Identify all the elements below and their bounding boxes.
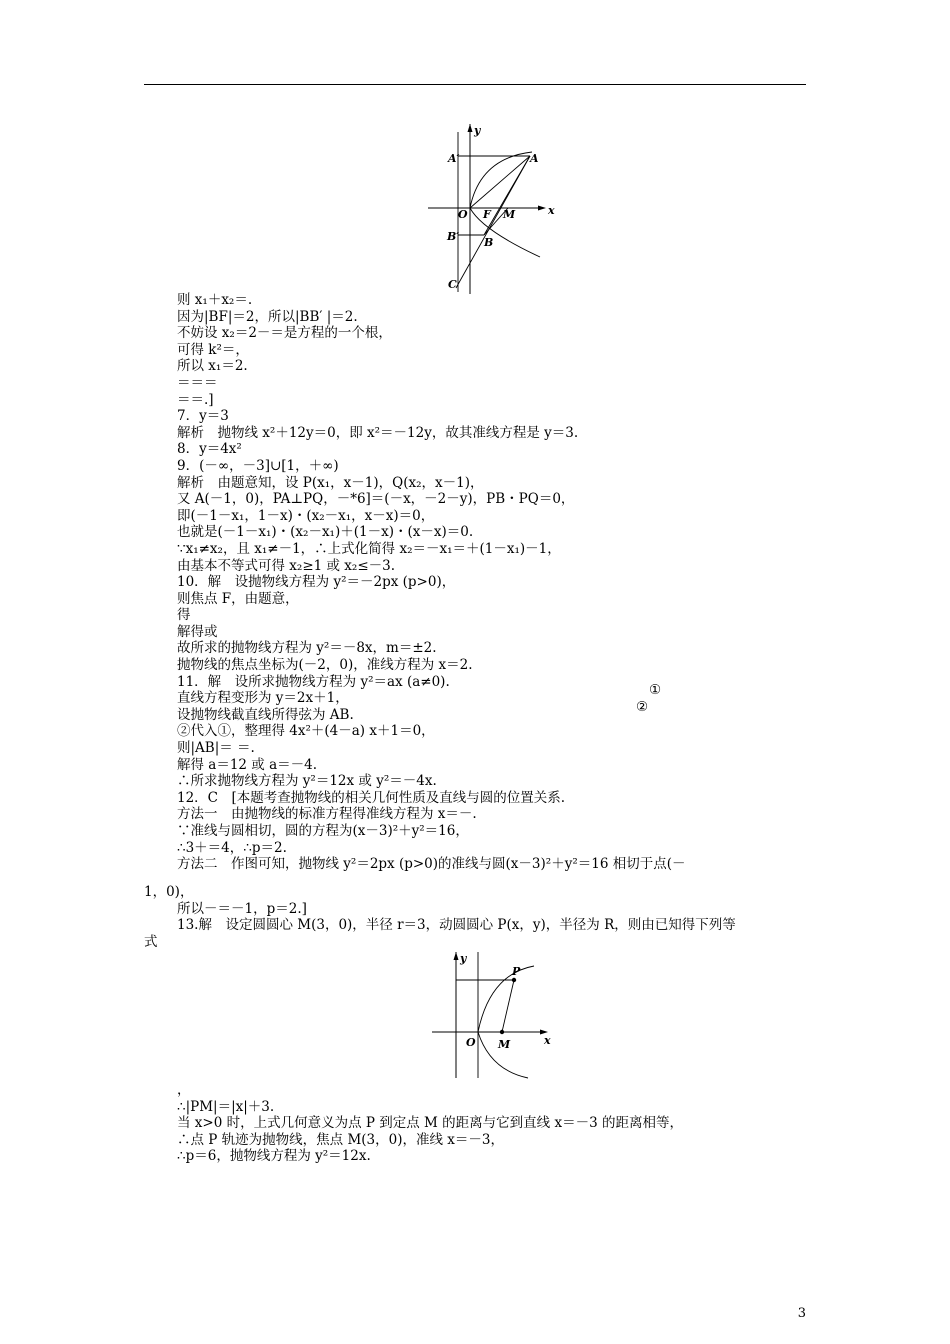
fig1-label-b: B [484,236,494,249]
text-line: ， [177,1082,191,1098]
segment-pm [502,980,514,1032]
text-line: ＝＝＝ [177,374,218,391]
text-line: 故所求的抛物线方程为 y²＝－8x，m＝±2. [177,640,437,657]
text-line: 8．y＝4x² [177,441,242,458]
solution-text [177,292,817,873]
fig1-label-x: x [548,204,555,217]
equation-marker-1: ① [649,682,662,698]
page-number: 3 [797,1306,806,1321]
text-line: ∴点 P 轨迹为抛物线，焦点 M(3，0)，准线 x＝－3， [177,1131,504,1148]
text-line: 又 A(－1，0)，PA⊥PQ，－*6]＝(－x，－2－y)，PB・PQ＝0， [177,491,575,508]
text-line: 7．y＝3 [177,408,229,425]
text-line: 直线方程变形为 y＝2x＋1， [177,690,349,707]
fig2-label-o: O [466,1036,476,1049]
text-line: 可得 k²＝， [177,341,249,358]
fig2-label-p: P [512,965,521,978]
text-line: 11．解 设所求抛物线方程为 y²＝ax (a≠0). [177,673,450,690]
text-line: 设抛物线截直线所得弦为 AB. [177,706,354,723]
fig1-label-y: y [474,124,481,137]
text-line: 也就是(－1－x₁)・(x₂－x₁)＋(1－x)・(x－x)＝0. [177,524,474,541]
fig2-label-m: M [498,1038,511,1051]
text-line: 方法一 由抛物线的标准方程得准线方程为 x＝－. [177,806,477,823]
text-line: ∴所求抛物线方程为 y²＝12x 或 y²＝－4x. [177,773,437,790]
text-line: ∵准线与圆相切，圆的方程为(x－3)²＋y²＝16， [177,823,469,839]
text-line: 解析 由题意知，设 P(x₁，x－1)，Q(x₂，x－1)， [177,474,484,491]
text-line: 由基本不等式可得 x₂≥1 或 x₂≤－3. [177,557,396,574]
parabola-figure-1 [420,122,560,294]
text-line: ∴3＋＝4，∴p＝2. [177,839,287,856]
text-line: ②代入①，整理得 4x²＋(4－a) x＋1＝0， [177,723,435,740]
fig1-label-m: M [503,208,516,221]
parabola-curve [478,966,534,1078]
header-rule [144,84,806,85]
text-line: 12．C [本题考查抛物线的相关几何性质及直线与圆的位置关系. [177,789,566,806]
text-line: 解析 抛物线 x²＋12y＝0，即 x²＝－12y，故其准线方程是 y＝3. [177,424,579,441]
text-line: 则焦点 F，由题意， [177,590,299,607]
parabola-figure-2 [428,950,558,1080]
fig1-label-a-prime: A′ [448,152,460,165]
equation-marker-2: ② [636,699,649,715]
text-line: ∴|PM|＝|x|＋3. [177,1098,275,1115]
text-line: 得 [177,607,191,624]
text-line: 当 x>0 时，上式几何意义为点 P 到定点 M 的距离与它到直线 x＝－3 的距离相等， [177,1115,683,1132]
text-line: ∴p＝6，抛物线方程为 y²＝12x. [177,1148,371,1165]
solution-text-2 [177,1082,817,1165]
text-line: ＝＝.] [177,391,214,408]
text-line: 9．(－∞，－3]∪[1，＋∞) [177,457,339,474]
fig2-label-x: x [544,1034,551,1047]
q13-wrap: 式 [144,933,158,950]
fig1-label-c: C [448,278,457,291]
text-line: 解得或 [177,623,218,640]
text-line: 方法二 作图可知，抛物线 y²＝2px (p>0)的准线与圆(x－3)²＋y²＝16 相切于点(－ [177,856,686,873]
text-line: 则|AB|＝ ＝. [177,740,255,757]
text-line: 10．解 设抛物线方程为 y²＝－2px (p>0)， [177,574,456,591]
text-line: 抛物线的焦点坐标为(－2，0)，准线方程为 x＝2. [177,657,473,674]
text-line: 即(－1－x₁，1－x)・(x₂－x₁，x－x)＝0， [177,507,435,524]
text-line: 则 x₁＋x₂＝. [177,292,253,308]
text-line: 不妨设 x₂＝2－＝是方程的一个根， [177,325,392,342]
fig1-label-o: O [458,208,468,221]
text-line: 因为|BF|＝2，所以|BB′ |＝2. [177,308,358,325]
text-line: 所以 x₁＝2. [177,358,248,375]
text-line-wrap: 1，0)， [144,884,194,900]
fig1-label-f: F [483,208,491,221]
fig1-label-a: A [530,152,539,165]
text-line: ∵x₁≠x₂，且 x₁≠－1，∴上式化简得 x₂＝－x₁＝＋(1－x₁)－1， [177,540,561,557]
q13-text: 13.解 设定圆圆心 M(3，0)，半径 r＝3，动圆圆心 P(x，y)，半径为 R，则由已知得下列等 [177,917,736,934]
fig2-label-y: y [460,952,467,965]
text-line: 所以－＝－1，p＝2.] [177,900,307,917]
text-line: 解得 a＝12 或 a＝－4. [177,756,318,773]
fig1-label-b-prime: B′ [447,230,460,243]
